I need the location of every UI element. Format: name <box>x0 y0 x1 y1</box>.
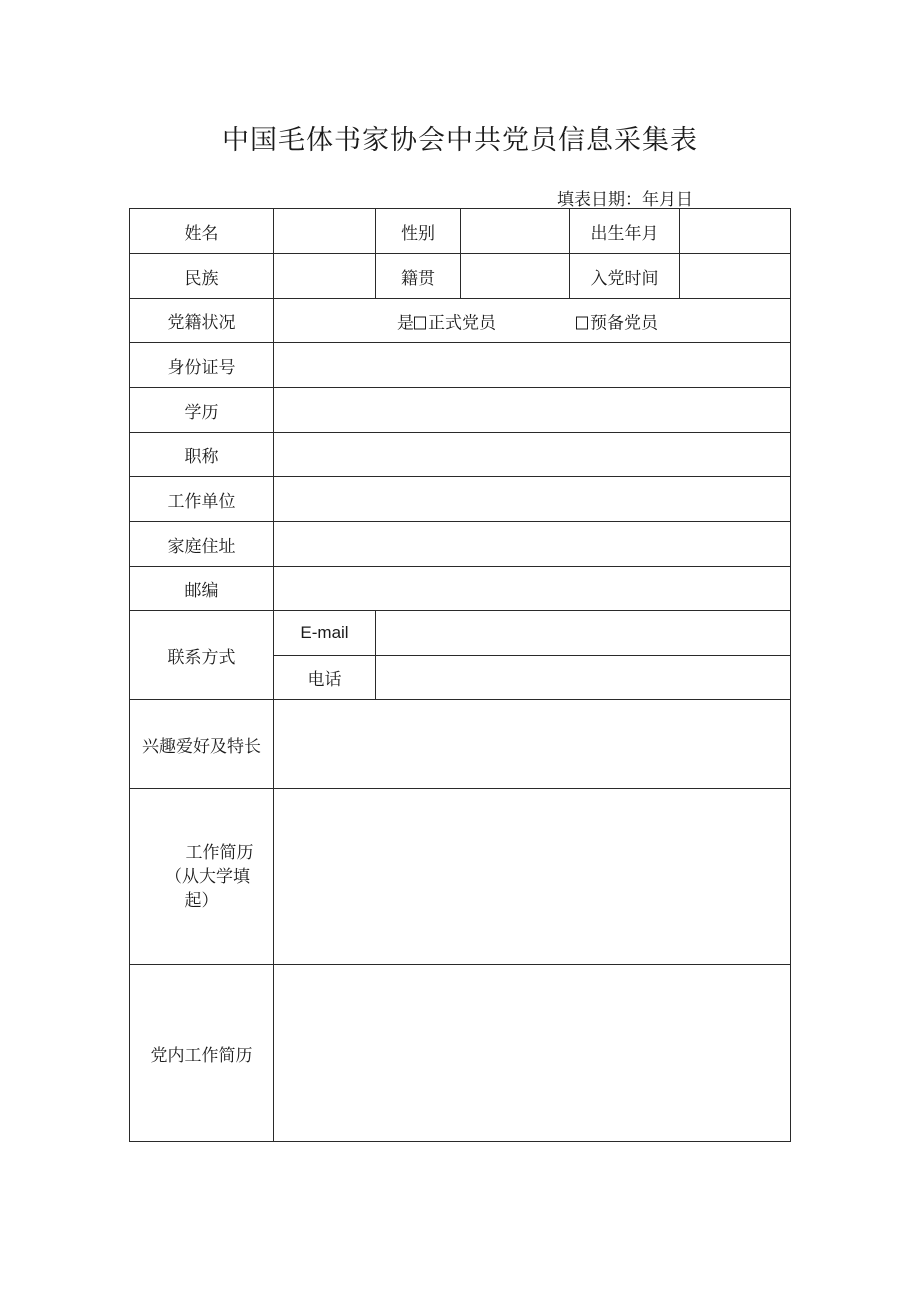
postcode-field[interactable] <box>274 567 791 611</box>
row-party-resume <box>130 965 791 1142</box>
resume-label-line2: （从大学填 <box>165 866 250 887</box>
native-place-field[interactable] <box>461 254 570 299</box>
resume-label-line1: 工作简历 <box>185 842 254 863</box>
education-label: 学历 <box>130 388 274 433</box>
name-field[interactable] <box>274 209 376 254</box>
row-email <box>130 611 791 656</box>
fill-date: 填表日期：年月日 <box>557 190 693 210</box>
gender-field[interactable] <box>461 209 570 254</box>
form-title: 中国毛体书家协会中共党员信息采集表 <box>222 125 698 156</box>
row-postcode <box>130 567 791 611</box>
contact-label: 联系方式 <box>130 611 274 700</box>
phone-field[interactable] <box>376 656 791 700</box>
row-ethnicity <box>130 254 791 299</box>
party-resume-field[interactable] <box>274 965 791 1142</box>
option-probationary-label: 预备党员 <box>590 313 658 333</box>
hobbies-field[interactable] <box>274 700 791 789</box>
education-field[interactable] <box>274 388 791 433</box>
checkbox-probationary-member-icon[interactable] <box>576 316 588 329</box>
phone-label: 电话 <box>274 656 376 700</box>
resume-label-line3: 起） <box>184 890 219 911</box>
row-name <box>130 209 791 254</box>
name-label: 姓名 <box>130 209 274 254</box>
row-party-status <box>130 299 791 343</box>
checkbox-formal-member-icon[interactable] <box>414 316 426 329</box>
option-formal-label: 正式党员 <box>428 313 496 333</box>
ethnicity-label: 民族 <box>130 254 274 299</box>
join-party-label: 入党时间 <box>570 254 680 299</box>
title-label: 职称 <box>130 433 274 477</box>
row-employer <box>130 477 791 522</box>
id-label: 身份证号 <box>130 343 274 388</box>
join-party-field[interactable] <box>680 254 791 299</box>
gender-label: 性别 <box>376 209 461 254</box>
address-field[interactable] <box>274 522 791 567</box>
hobbies-label: 兴趣爱好及特长 <box>130 700 274 789</box>
option-probationary-member[interactable] <box>576 308 658 333</box>
row-education <box>130 388 791 433</box>
row-address <box>130 522 791 567</box>
employer-field[interactable] <box>274 477 791 522</box>
option-prefix: 是 <box>397 313 414 333</box>
row-id <box>130 343 791 388</box>
row-hobbies <box>130 700 791 789</box>
option-formal-member[interactable] <box>397 308 496 333</box>
resume-label <box>130 789 274 965</box>
info-form-table <box>129 208 791 1142</box>
email-label: E-mail <box>274 611 376 656</box>
email-field[interactable] <box>376 611 791 656</box>
birth-field[interactable] <box>680 209 791 254</box>
birth-label: 出生年月 <box>570 209 680 254</box>
address-label: 家庭住址 <box>130 522 274 567</box>
id-field[interactable] <box>274 343 791 388</box>
party-status-label: 党籍状况 <box>130 299 274 343</box>
resume-field[interactable] <box>274 789 791 965</box>
title-field[interactable] <box>274 433 791 477</box>
party-status-choices <box>274 299 791 343</box>
employer-label: 工作单位 <box>130 477 274 522</box>
ethnicity-field[interactable] <box>274 254 376 299</box>
native-place-label: 籍贯 <box>376 254 461 299</box>
row-resume <box>130 789 791 965</box>
postcode-label: 邮编 <box>130 567 274 611</box>
party-resume-label: 党内工作简历 <box>130 965 274 1142</box>
row-title <box>130 433 791 477</box>
